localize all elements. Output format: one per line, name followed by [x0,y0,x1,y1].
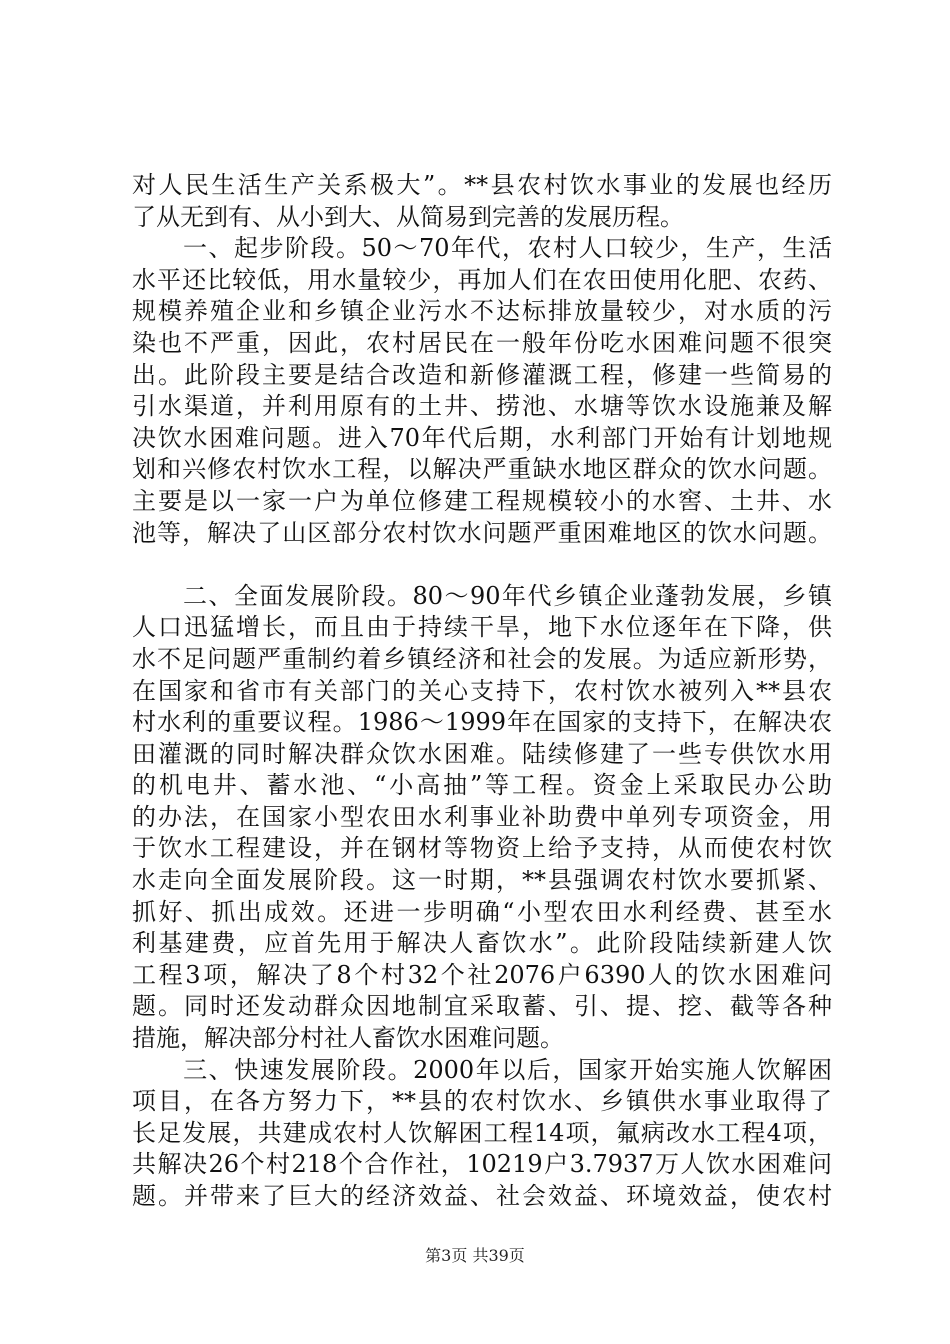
text-line: 项目，在各方努力下，**县的农村饮水、乡镇供水事业取得了 [132,1087,832,1116]
text-line: 利基建费，应首先用于解决人畜饮水”。此阶段陆续新建人饮 [132,929,832,958]
text-line: 题。并带来了巨大的经济效益、社会效益、环境效益，使农村 [132,1182,832,1210]
text-line: 决饮水困难问题。进入70年代后期，水利部门开始有计划地规 [132,423,832,452]
text-line: 水不足问题严重制约着乡镇经济和社会的发展。为适应新形势， [132,644,832,673]
text-line: 水平还比较低，用水量较少，再加人们在农田使用化肥、农药、 [132,265,832,294]
text-line: 规模养殖企业和乡镇企业污水不达标排放量较少，对水质的污 [132,297,832,326]
text-line: 人口迅猛增长，而且由于持续干旱，地下水位逐年在下降，供 [132,613,832,642]
text-line: 染也不严重，因此，农村居民在一般年份吃水困难问题不很突 [132,328,832,357]
text-line: 了从无到有、从小到大、从简易到完善的发展历程。 [132,202,684,231]
text-line: 村水利的重要议程。1986～1999年在国家的支持下，在解决农 [132,708,832,737]
text-line: 共解决26个村218个合作社，10219户3.7937万人饮水困难问 [132,1150,832,1179]
text-line: 田灌溉的同时解决群众饮水困难。陆续修建了一些专供饮水用 [132,739,832,768]
text-line: 出。此阶段主要是结合改造和新修灌溉工程，修建一些简易的 [132,360,832,389]
text-line: 措施，解决部分村社人畜饮水困难问题。 [132,1024,564,1053]
text-line: 一、起步阶段。50～70年代，农村人口较少，生产，生活 [132,234,832,263]
text-line: 三、快速发展阶段。2000年以后，国家开始实施人饮解困 [132,1055,832,1084]
page-footer: 第3页 共39页 [425,1246,525,1265]
text-line: 工程3项，解决了8个村32个社2076户6390人的饮水困难问 [132,960,832,989]
text-line: 池等，解决了山区部分农村饮水问题严重困难地区的饮水问题。 [132,518,832,547]
text-line: 长足发展，共建成农村人饮解困工程14项，氟病改水工程4项， [132,1118,832,1147]
text-line: 划和兴修农村饮水工程，以解决严重缺水地区群众的饮水问题。 [132,455,832,484]
text-line: 对人民生活生产关系极大”。**县农村饮水事业的发展也经历 [132,171,832,199]
text-line: 题。同时还发动群众因地制宜采取蓄、引、提、挖、截等各种 [132,992,832,1021]
text-line: 主要是以一家一户为单位修建工程规模较小的水窖、土井、水 [132,486,832,515]
text-line: 二、全面发展阶段。80～90年代乡镇企业蓬勃发展，乡镇 [132,581,832,610]
text-line: 引水渠道，并利用原有的土井、捞池、水塘等饮水设施兼及解 [132,392,832,421]
text-line: 于饮水工程建设，并在钢材等物资上给予支持，从而使农村饮 [132,834,832,863]
document-body [132,170,832,1213]
text-line: 抓好、抓出成效。还进一步明确“小型农田水利经费、甚至水 [132,897,832,926]
paragraph-gap [132,549,832,581]
text-line: 在国家和省市有关部门的关心支持下，农村饮水被列入**县农 [132,676,832,705]
text-line: 的办法，在国家小型农田水利事业补助费中单列专项资金，用 [132,802,832,831]
text-line: 的机电井、蓄水池、“小高抽”等工程。资金上采取民办公助 [132,771,832,800]
text-line: 水走向全面发展阶段。这一时期，**县强调农村饮水要抓紧、 [132,866,832,895]
